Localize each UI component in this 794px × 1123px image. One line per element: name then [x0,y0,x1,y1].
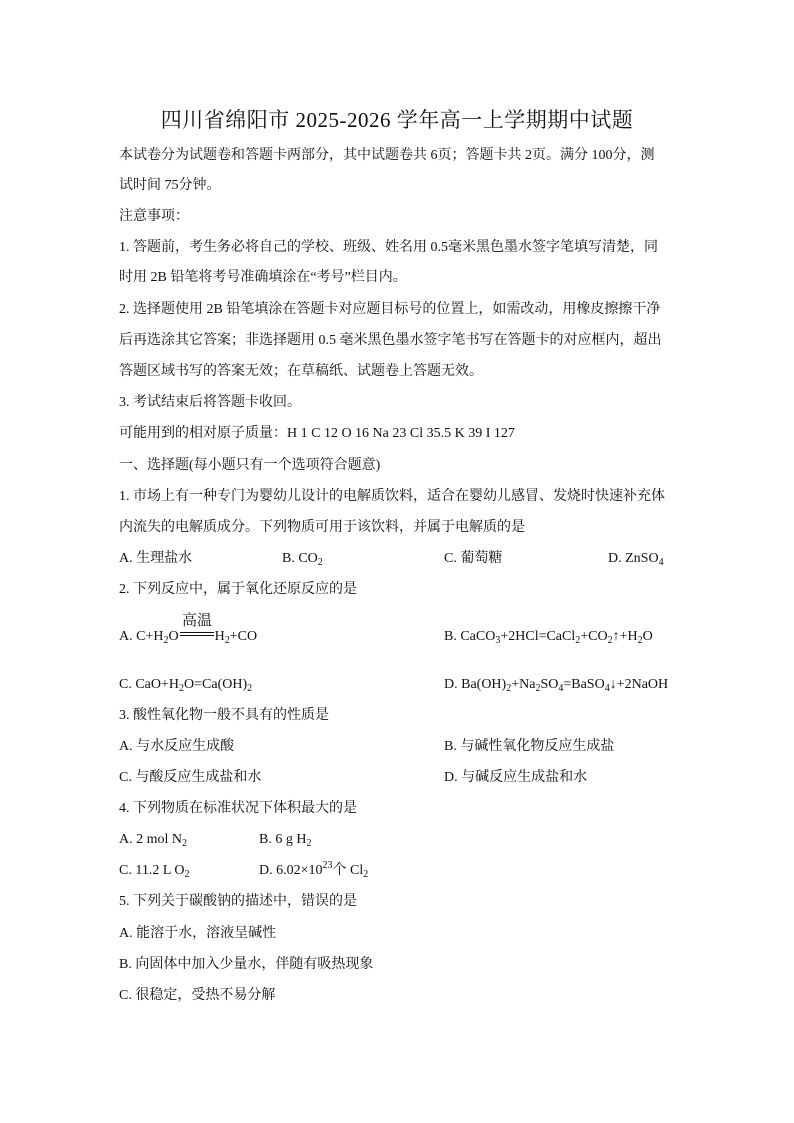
q3-option-a: A. 与水反应生成酸 [119,739,235,754]
q2-option-b: B. $CaCO_3+2HCl=CaCl_2+CO_2↑+H_2O$ [444,629,653,646]
q4-option-b: B. 6 g $H_2$ [259,832,312,849]
q1-option-b: B. $CO_2$ [282,551,323,568]
notice-heading: 注意事项： [119,209,189,224]
q2-option-a: A. $C+H_2O$ $H_2+CO$ [119,629,258,646]
q1-option-c: C. 葡萄糖 [444,551,503,566]
q2-option-d: D. $Ba(OH)_2+Na_2SO_4=BaSO_4↓+2NaOH$ [444,677,669,694]
q3-option-d: D. 与碱反应生成盐和水 [444,770,588,785]
atomic-masses: 可能用到的相对原子质量：H 1 C 12 O 16 Na 23 Cl 35.5 K 39 I 127 [119,426,515,441]
notice-item-2c: 答题区域书写的答案无效；在草稿纸、试题卷上答题无效。 [119,364,483,379]
q3-option-c: C. 与酸反应生成盐和水 [119,770,262,785]
q1-stem-line-2: 内流失的电解质成分。下列物质可用于该饮料，并属于电解质的是 [119,520,525,535]
notice-item-2b: 后再选涂其它答案；非选择题用 0.5 毫米黑色墨水签字笔书写在答题卡的对应框内，超出 [119,333,662,348]
notice-item-1b: 时用 2B 铅笔将考号准确填涂在“考号”栏目内。 [119,270,407,285]
q5-option-a: A. 能溶于水，溶液呈碱性 [119,926,277,941]
q4-option-c: C. 11.2 L $O_2$ [119,863,190,880]
q5-option-b: B. 向固体中加入少量水，伴随有吸热现象 [119,957,374,972]
q3-stem: 3. 酸性氧化物一般不具有的性质是 [119,708,329,723]
page-title: 四川省绵阳市 2025-2026 学年高一上学期期中试题 [160,108,634,132]
q3-option-b: B. 与碱性氧化物反应生成盐 [444,739,615,754]
section-heading: 一、选择题(每小题只有一个选项符合题意) [119,458,381,473]
q4-option-a: A. 2 mol $N_2$ [119,832,187,849]
q2-stem: 2. 下列反应中，属于氧化还原反应的是 [119,582,357,597]
q5-stem: 5. 下列关于碳酸钠的描述中，错误的是 [119,894,357,909]
intro-line-2: 试时间 75分钟。 [119,178,221,193]
notice-item-1a: 1. 答题前，考生务必将自己的学校、班级、姓名用 0.5毫米黑色墨水签字笔填写清楚，同 [119,240,658,255]
reaction-condition-label: 高温 [181,613,212,629]
q1-option-d: D. ZnSO$_4$ [608,551,664,568]
q4-stem: 4. 下列物质在标准状况下体积最大的是 [119,801,357,816]
q1-option-a: A. 生理盐水 [119,551,193,566]
notice-item-3: 3. 考试结束后将答题卡收回。 [119,395,301,410]
q4-option-d: D. $6.02\times 10^{23}$个 $Cl_2$ [259,860,369,880]
q2-option-c: C. $CaO+H_2O=Ca(OH)_2$ [119,677,253,694]
q5-option-c: C. 很稳定，受热不易分解 [119,988,276,1003]
q1-stem-line-1: 1. 市场上有一种专门为婴幼儿设计的电解质饮料，适合在婴幼儿感冒、发烧时快速补充体 [119,489,665,504]
intro-line-1: 本试卷分为试题卷和答题卡两部分，其中试题卷共 6页；答题卡共 2页。满分 100分，测 [119,148,655,163]
notice-item-2a: 2. 选择题使用 2B 铅笔填涂在答题卡对应题目标号的位置上，如需改动，用橡皮擦擦干净 [119,302,661,317]
